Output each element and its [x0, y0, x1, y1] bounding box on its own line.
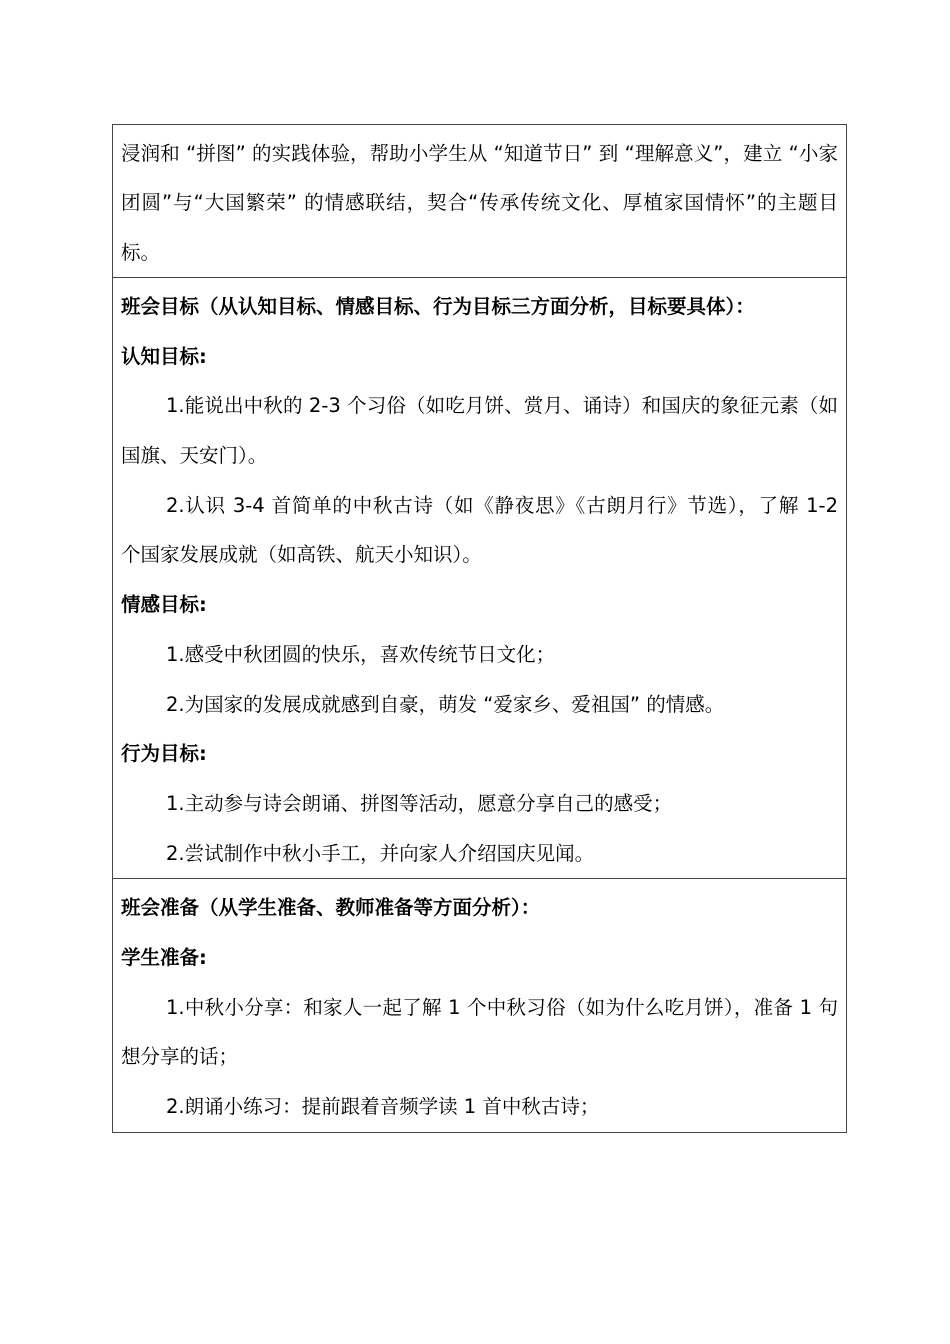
student-preparation-item: 2.朗诵小练习：提前跟着音频学读 1 首中秋古诗；	[166, 1095, 600, 1119]
emotional-goal-item: 1.感受中秋团圆的快乐，喜欢传统节日文化；	[166, 642, 556, 666]
student-preparation-subheading: 学生准备:	[121, 946, 207, 970]
behavioral-goal-item: 2.尝试制作中秋小手工，并向家人介绍国庆见闻。	[166, 841, 595, 865]
emotional-goal-item: 2.为国家的发展成就感到自豪，萌发 “爱家乡、爱祖国” 的情感。	[166, 692, 725, 716]
behavioral-goals-subheading: 行为目标:	[121, 742, 207, 766]
background-paragraph: 浸润和 “拼图” 的实践体验，帮助小学生从 “知道节日” 到 “理解意义”，建立 “小家团圆”与“大国繁荣” 的情感联结，契合“传承传统文化、厚植家国情怀”的主题目标。	[121, 142, 838, 264]
behavioral-goal-item: 1.主动参与诗会朗诵、拼图等活动，愿意分享自己的感受；	[166, 791, 673, 815]
background-cell	[113, 125, 846, 277]
lesson-plan-table	[112, 124, 847, 1133]
goals-heading: 班会目标（从认知目标、情感目标、行为目标三方面分析，目标要具体）：	[121, 294, 755, 318]
preparation-cell	[113, 878, 846, 1132]
emotional-goals-subheading: 情感目标:	[121, 593, 207, 617]
cognitive-goals-subheading: 认知目标:	[121, 344, 207, 368]
student-preparation-item: 1.中秋小分享：和家人一起了解 1 个中秋习俗（如为什么吃月饼），准备 1 句想分享的话；	[121, 995, 838, 1069]
cognitive-goal-item: 1.能说出中秋的 2-3 个习俗（如吃月饼、赏月、诵诗）和国庆的象征元素（如国旗、天安门）。	[121, 394, 838, 467]
cognitive-goal-item: 2.认识 3-4 首简单的中秋古诗（如《静夜思》《古朗月行》节选），了解 1-2 个国家发展成就（如高铁、航天小知识）。	[121, 493, 845, 567]
preparation-heading: 班会准备（从学生准备、教师准备等方面分析）：	[121, 896, 541, 920]
goals-cell	[113, 277, 846, 878]
